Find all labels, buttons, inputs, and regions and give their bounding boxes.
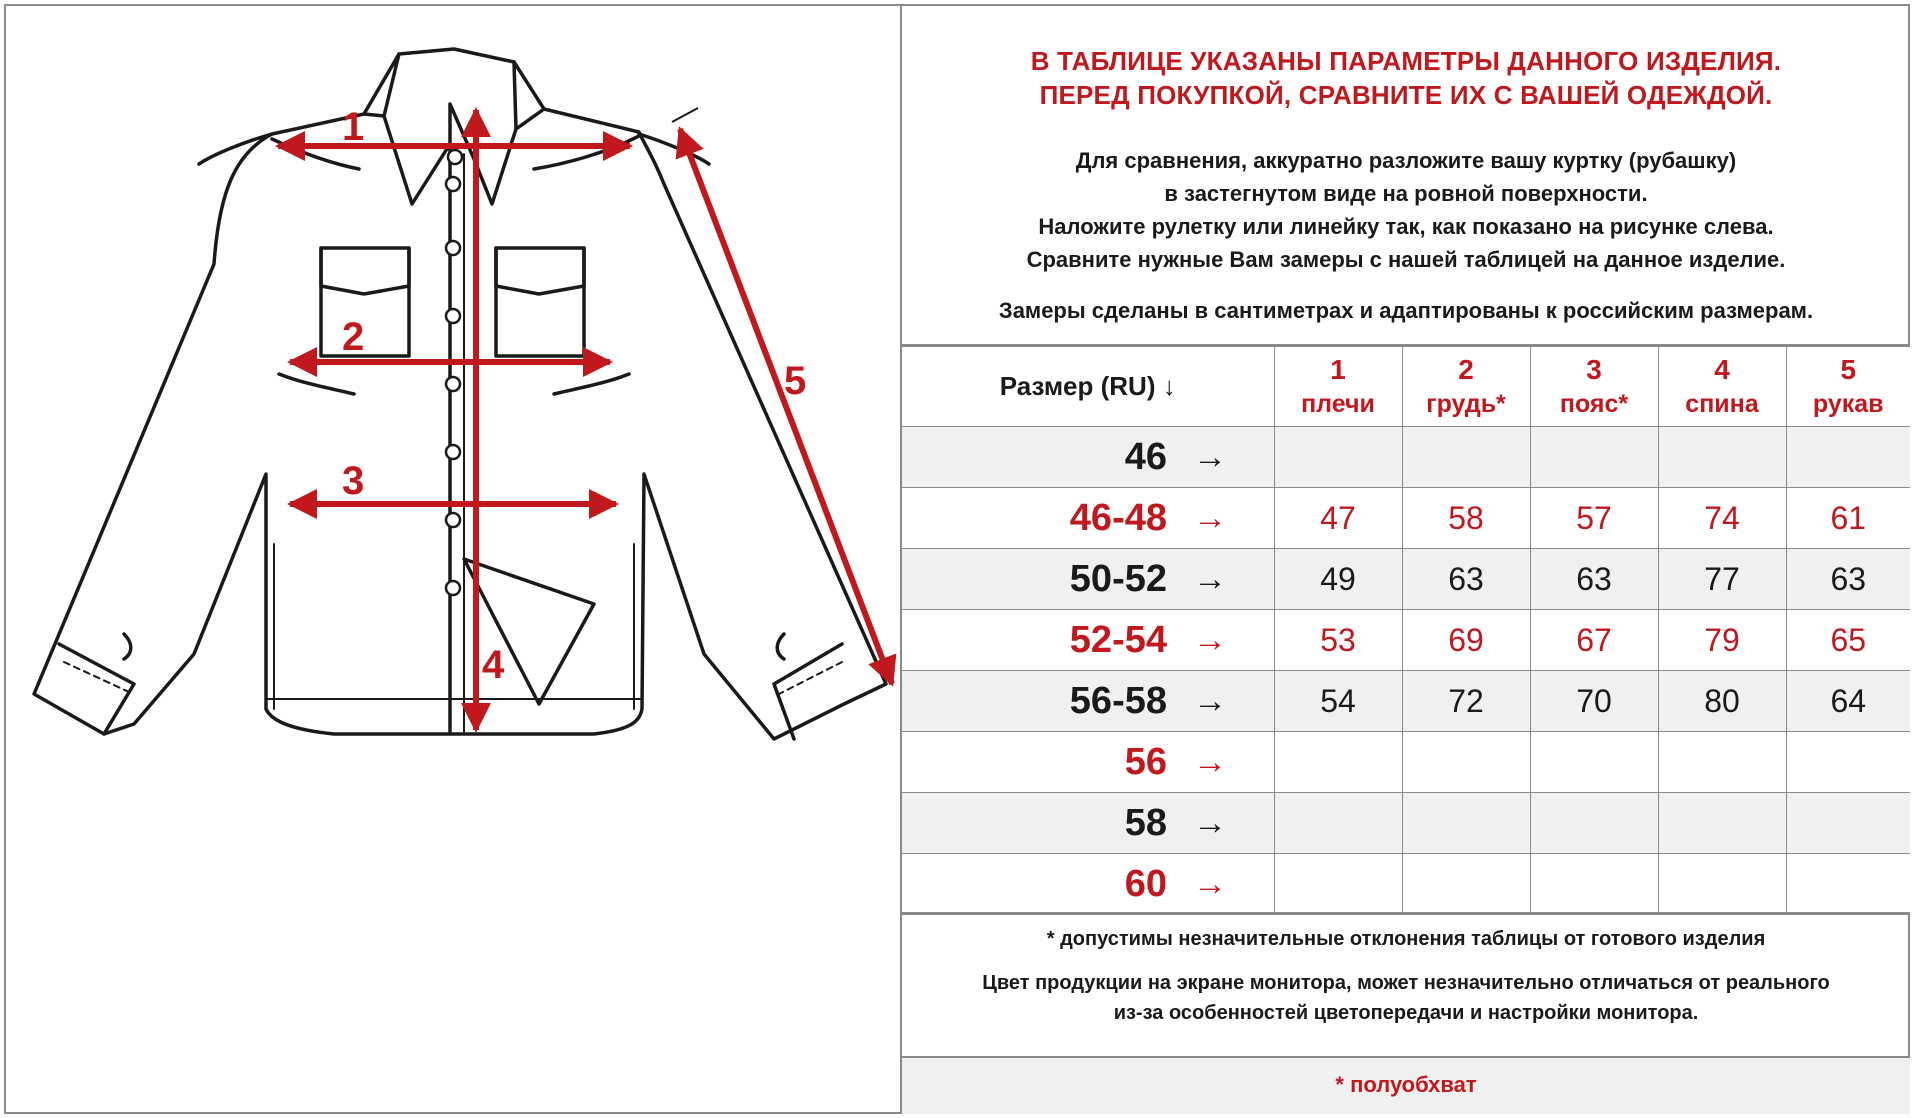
size-cell — [902, 549, 1274, 610]
measure-label-4: 4 — [482, 643, 505, 687]
measurement-cell: 64 — [1786, 671, 1910, 732]
measurement-cell: 80 — [1658, 671, 1786, 732]
measurement-cell: 63 — [1786, 549, 1910, 610]
measure-label-3: 3 — [342, 459, 365, 503]
measurement-cell — [1530, 427, 1658, 488]
measurement-cell: 67 — [1530, 610, 1658, 671]
measurement-cell — [1530, 793, 1658, 854]
size-value: 58 — [1124, 801, 1167, 844]
size-cell — [902, 671, 1274, 732]
measurement-cell: 74 — [1658, 488, 1786, 549]
right-arrow-icon: → — [1193, 437, 1227, 476]
size-value: 50-52 — [1069, 557, 1167, 600]
measurement-cell: 53 — [1274, 610, 1402, 671]
instruction-line-1: Для сравнения, аккуратно разложите вашу куртку (рубашку) — [1075, 148, 1737, 173]
notes-block — [902, 912, 1910, 1058]
measurement-cell: 79 — [1658, 610, 1786, 671]
column-header-waist: 3 пояс* — [1530, 347, 1658, 427]
column-header-sleeve: 5 рукав — [1786, 347, 1910, 427]
measurement-cell — [1530, 854, 1658, 915]
measurement-cell: 61 — [1786, 488, 1910, 549]
title-line-1: В ТАБЛИЦЕ УКАЗАНЫ ПАРАМЕТРЫ ДАННОГО ИЗДЕЛИЯ. — [1030, 46, 1782, 76]
instruction-line-3: Наложите рулетку или линейку так, как показано на рисунке слева. — [1038, 214, 1774, 239]
size-column-header: Размер (RU) ↓ — [902, 347, 1274, 427]
footer-block — [902, 1058, 1910, 1114]
size-cell — [902, 793, 1274, 854]
color-note-line-2: из-за особенностей цветопередачи и настройки монитора. — [1113, 1002, 1699, 1024]
measurement-cell — [1658, 427, 1786, 488]
measurement-cell: 70 — [1530, 671, 1658, 732]
table-header-row — [902, 347, 1910, 427]
column-header-chest: 2 грудь* — [1402, 347, 1530, 427]
column-header-back: 4 спина — [1658, 347, 1786, 427]
measurement-cell: 77 — [1658, 549, 1786, 610]
measure-label-1: 1 — [342, 105, 365, 149]
right-arrow-icon: → — [1193, 559, 1227, 598]
size-table-panel — [902, 4, 1910, 1114]
measurement-cell — [1274, 427, 1402, 488]
size-cell — [902, 427, 1274, 488]
size-table — [902, 346, 1910, 915]
size-value: 46 — [1124, 435, 1167, 478]
size-value: 56-58 — [1069, 679, 1167, 722]
table-row — [902, 854, 1910, 915]
table-row — [902, 549, 1910, 610]
measurement-cell — [1402, 732, 1530, 793]
deviation-note: * допустимы незначительные отклонения таблицы от готового изделия — [1046, 928, 1766, 950]
measurement-cell: 65 — [1786, 610, 1910, 671]
measurement-cell: 49 — [1274, 549, 1402, 610]
right-arrow-icon: → — [1193, 681, 1227, 720]
measurement-cell — [1274, 854, 1402, 915]
measurement-cell: 63 — [1402, 549, 1530, 610]
measurement-cell: 57 — [1530, 488, 1658, 549]
size-value: 52-54 — [1069, 618, 1167, 661]
half-girth-note: * полуобхват — [1335, 1072, 1477, 1097]
measure-label-5: 5 — [784, 359, 807, 403]
table-row — [902, 732, 1910, 793]
title-line-2: ПЕРЕД ПОКУПКОЙ, СРАВНИТЕ ИХ С ВАШЕЙ ОДЕЖДОЙ. — [1039, 80, 1773, 110]
measurement-cell: 58 — [1402, 488, 1530, 549]
size-value: 56 — [1124, 740, 1167, 783]
measurement-cell — [1402, 854, 1530, 915]
measurement-cell — [1658, 854, 1786, 915]
table-row — [902, 793, 1910, 854]
right-arrow-icon: → — [1193, 498, 1227, 537]
right-arrow-icon: → — [1193, 742, 1227, 781]
table-row — [902, 427, 1910, 488]
size-cell — [902, 732, 1274, 793]
measure-label-2: 2 — [342, 315, 365, 359]
instruction-line-4: Сравните нужные Вам замеры с нашей таблицей на данное изделие. — [1026, 247, 1786, 272]
measurement-cell — [1786, 732, 1910, 793]
header-block — [902, 4, 1910, 346]
table-row — [902, 671, 1910, 732]
measurement-cell: 72 — [1402, 671, 1530, 732]
table-row — [902, 610, 1910, 671]
right-arrow-icon: → — [1193, 864, 1227, 903]
measurement-cell — [1786, 793, 1910, 854]
measure-line-5 — [680, 129, 892, 684]
jacket-diagram-panel — [4, 4, 902, 1114]
size-value: 60 — [1124, 862, 1167, 905]
measurement-cell — [1402, 427, 1530, 488]
size-cell — [902, 854, 1274, 915]
units-note: Замеры сделаны в сантиметрах и адаптированы к российским размерам. — [998, 298, 1814, 323]
size-cell — [902, 610, 1274, 671]
jacket-illustration — [4, 4, 902, 1114]
measurement-cell — [1786, 854, 1910, 915]
right-arrow-icon: → — [1193, 620, 1227, 659]
size-value: 46-48 — [1069, 496, 1167, 539]
color-note-line-1: Цвет продукции на экране монитора, может незначительно отличаться от реального — [982, 972, 1830, 994]
measurement-cell — [1274, 793, 1402, 854]
measurement-cell — [1402, 793, 1530, 854]
measurement-cell: 69 — [1402, 610, 1530, 671]
table-row — [902, 488, 1910, 549]
right-arrow-icon: → — [1193, 803, 1227, 842]
measurement-cell — [1274, 732, 1402, 793]
measurement-cell: 47 — [1274, 488, 1402, 549]
measurement-cell: 63 — [1530, 549, 1658, 610]
measurement-cell — [1786, 427, 1910, 488]
measurement-cell — [1530, 732, 1658, 793]
measurement-cell: 54 — [1274, 671, 1402, 732]
measurement-cell — [1658, 793, 1786, 854]
measurement-cell — [1658, 732, 1786, 793]
instruction-line-2: в застегнутом виде на ровной поверхности. — [1164, 181, 1648, 206]
size-cell — [902, 488, 1274, 549]
column-header-shoulders: 1 плечи — [1274, 347, 1402, 427]
